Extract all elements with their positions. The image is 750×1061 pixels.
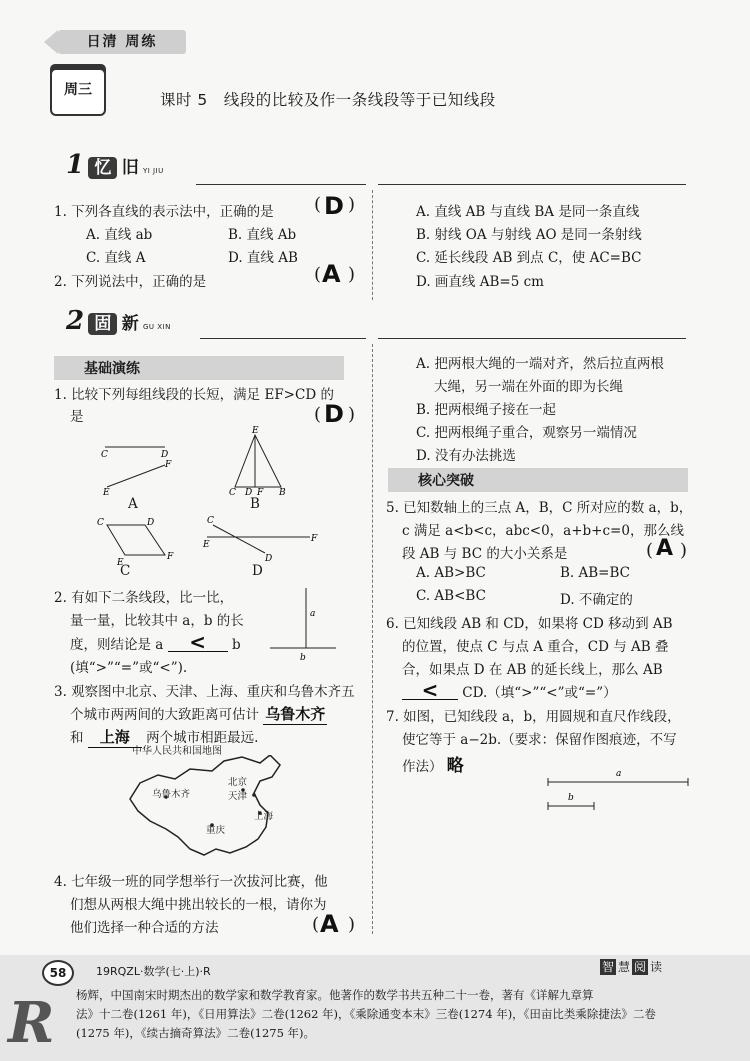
- column-divider: [372, 344, 373, 934]
- option: A. 直线 AB 与直线 BA 是同一条直线: [416, 204, 640, 220]
- map-title: 中华人民共和国地图: [132, 746, 222, 757]
- b4-line: 们想从两根大绳中挑出较长的一根，请你为: [70, 897, 327, 913]
- svg-text:E: E: [203, 540, 210, 550]
- b1-stem-cont: 是: [70, 409, 84, 425]
- lesson-title: 课时 5 线段的比较及作一条线段等于已知线段: [160, 91, 496, 109]
- option: C. 延长线段 AB 到点 C，使 AC=BC: [416, 250, 642, 266]
- b3-answer-2: 上海: [88, 726, 142, 748]
- q2-answer: A: [322, 260, 341, 288]
- option: D. 画直线 AB=5 cm: [416, 274, 544, 290]
- b2-line: 度，则结论是 a < b: [70, 630, 241, 654]
- svg-text:B: B: [279, 488, 286, 498]
- figure-label: B: [250, 496, 260, 512]
- q6-line: < CD.（填“>”“<”或“=”）: [402, 681, 617, 701]
- book-code: 19RQZL·数学(七·上)·R: [96, 965, 211, 978]
- divider: [378, 184, 686, 185]
- core-breakthrough-heading: 核心突破: [388, 468, 688, 492]
- figure-d: [202, 516, 318, 564]
- q2-stem: 2. 下列说法中，正确的是: [54, 274, 207, 290]
- q6-line: 合，如果点 D 在 AB 的延长线上，那么 AB: [402, 662, 663, 678]
- option: D. 直线 AB: [228, 250, 298, 266]
- section-2-heading: 2 固 新 GU XIN: [66, 306, 171, 336]
- option: C. 把两根绳子重合，观察另一端情况: [416, 425, 637, 441]
- q6-line: 6. 已知线段 AB 和 CD，如果将 CD 移动到 AB: [386, 616, 673, 632]
- paren-close: ): [348, 914, 356, 935]
- option: C. 直线 A: [86, 250, 146, 266]
- paren-close: ): [348, 404, 356, 425]
- corner-logo: R: [8, 990, 55, 1056]
- svg-text:a: a: [310, 609, 316, 619]
- footer-paragraph: 法》十二卷(1261 年)，《日用算法》二卷(1262 年)，《乘除通变本末》三卷(1274 年)，《田亩比类乘除捷法》二卷: [76, 1007, 656, 1021]
- divider: [196, 184, 366, 185]
- q1-answer: D: [324, 192, 344, 220]
- figure-c: [97, 518, 174, 568]
- paren-close: ): [348, 264, 356, 285]
- svg-text:D: D: [265, 554, 273, 564]
- svg-text:E: E: [103, 488, 110, 498]
- svg-text:D: D: [245, 488, 253, 498]
- q5-line: c 满足 a<b<c，abc<0，a+b+c=0，那么线: [402, 523, 684, 539]
- svg-text:F: F: [167, 552, 174, 562]
- city-label: 天津: [228, 791, 248, 802]
- figure-b: [229, 426, 286, 498]
- b2-line: 量一量，比较其中 a，b 的长: [70, 613, 244, 629]
- svg-text:F: F: [311, 534, 318, 544]
- paren-open: (: [314, 264, 322, 285]
- q7-line: 作法） 略: [402, 756, 464, 776]
- b4-answer: A: [320, 910, 339, 938]
- svg-text:a: a: [616, 769, 622, 779]
- svg-text:F: F: [165, 460, 172, 470]
- b1-answer: D: [324, 400, 344, 428]
- option: B. 射线 OA 与射线 AO 是同一条射线: [416, 227, 642, 243]
- q5-answer: A: [656, 536, 674, 561]
- weekday-badge: 周三: [50, 68, 106, 116]
- option: C. AB<BC: [416, 588, 486, 604]
- paren-open: (: [314, 404, 322, 425]
- option: B. 直线 Ab: [228, 227, 297, 243]
- section-1-heading: 1 忆 旧 YI JIU: [66, 150, 164, 180]
- option: D. 不确定的: [560, 592, 633, 608]
- svg-text:C: C: [101, 450, 108, 460]
- b4-line: 他们选择一种合适的方法: [70, 920, 219, 936]
- svg-text:C: C: [97, 518, 104, 528]
- q5-line: 5. 已知数轴上的三点 A，B，C 所对应的数 a，b，: [386, 500, 693, 516]
- b2-figure: [268, 586, 338, 666]
- figure-a: [101, 447, 172, 498]
- q6-line: 的位置，使点 C 与点 A 重合，CD 与 AB 叠: [402, 639, 669, 655]
- b3-line: 3. 观察图中北京、天津、上海、重庆和乌鲁木齐五: [54, 684, 355, 700]
- option: B. 把两根绳子接在一起: [416, 402, 557, 418]
- option-cont: 大绳，另一端在外面的即为长绳: [434, 379, 623, 395]
- b3-line: 个城市两两间的大致距离可估计 乌鲁木齐: [70, 705, 326, 723]
- paren-open: (: [314, 194, 322, 215]
- paren-open: (: [646, 540, 654, 561]
- q7-line: 7. 如图，已知线段 a，b，用圆规和直尺作线段，: [386, 709, 681, 725]
- svg-text:C: C: [229, 488, 236, 498]
- divider: [200, 338, 366, 339]
- q7-answer: 略: [446, 756, 464, 776]
- paren-open: (: [312, 914, 320, 935]
- b3-answer-1: 乌鲁木齐: [265, 705, 326, 723]
- figure-label: D: [252, 563, 263, 579]
- basic-practice-heading: 基础演练: [54, 356, 344, 380]
- svg-text:E: E: [252, 426, 259, 436]
- svg-text:F: F: [257, 488, 264, 498]
- divider: [378, 338, 686, 339]
- svg-text:b: b: [568, 793, 574, 803]
- city-label: 北京: [228, 777, 248, 788]
- paren-close: ): [348, 194, 356, 215]
- svg-text:D: D: [147, 518, 155, 528]
- footer-paragraph: 杨辉，中国南宋时期杰出的数学家和数学教育家。他著作的数学书共五种二十一卷，著有《详解九章算: [76, 988, 594, 1002]
- q1-stem: 1. 下列各直线的表示法中，正确的是: [54, 204, 274, 220]
- svg-text:D: D: [161, 450, 169, 460]
- b2-line: (填“>”“=”或“<”).: [70, 660, 188, 676]
- b1-stem: 1. 比较下列每组线段的长短，满足 EF>CD 的: [54, 387, 334, 403]
- figure-label: A: [128, 496, 138, 512]
- column-divider: [372, 190, 373, 300]
- option: D. 没有办法挑选: [416, 448, 516, 464]
- city-label: 上海: [254, 811, 274, 822]
- q6-answer: <: [402, 681, 458, 700]
- b2-answer: <: [168, 633, 228, 652]
- svg-text:b: b: [300, 653, 306, 663]
- header-banner: 日清 周练: [58, 30, 186, 54]
- figure-label: C: [120, 563, 131, 579]
- wisdom-reading-tag: 智 慧 阅 读: [602, 960, 663, 974]
- paren-close: ): [680, 540, 688, 561]
- q7-figure: [544, 766, 694, 811]
- option: A. AB>BC: [416, 565, 486, 581]
- svg-text:E: E: [117, 558, 124, 568]
- option: B. AB=BC: [560, 565, 630, 581]
- option: A. 直线 ab: [86, 227, 153, 243]
- q7-line: 使它等于 a−2b.（要求：保留作图痕迹，不写: [402, 732, 677, 748]
- q5-line: 段 AB 与 BC 的大小关系是: [402, 546, 568, 562]
- footer-paragraph: (1275 年)，《续古摘奇算法》二卷(1275 年)。: [76, 1026, 316, 1040]
- page-number: 58: [42, 960, 74, 986]
- option: A. 把两根大绳的一端对齐，然后拉直两根: [416, 356, 664, 372]
- b2-line: 2. 有如下二条线段，比一比，: [54, 590, 234, 606]
- b4-line: 4. 七年级一班的同学想举行一次拔河比赛，他: [54, 874, 328, 890]
- city-label: 乌鲁木齐: [152, 789, 191, 800]
- banner-arrow: [44, 30, 58, 54]
- city-label: 重庆: [206, 825, 226, 836]
- svg-text:C: C: [207, 516, 214, 526]
- b3-line: 和 上海 两个城市相距最远.: [70, 728, 259, 746]
